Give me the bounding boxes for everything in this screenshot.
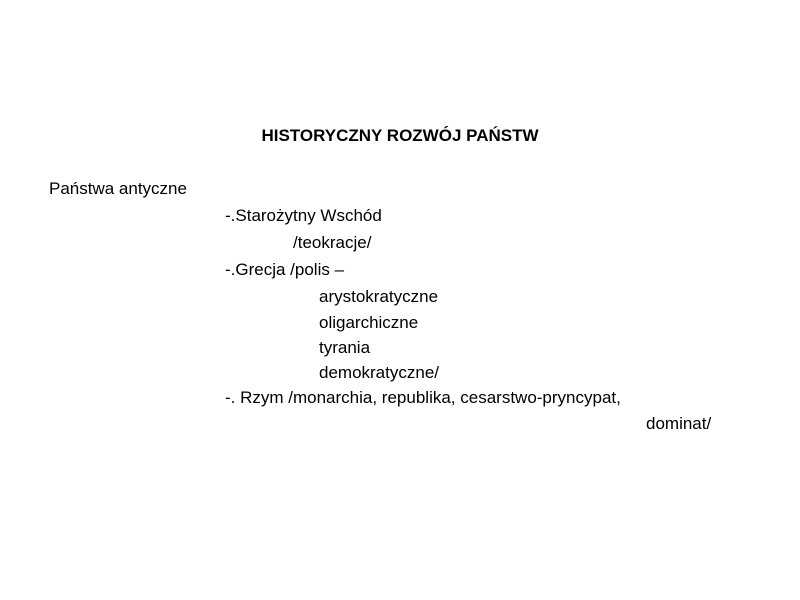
list-item-greece: -.Grecja /polis – bbox=[225, 260, 345, 279]
section-heading-ancient-states: Państwa antyczne bbox=[49, 179, 187, 198]
list-subitem-dominate: dominat/ bbox=[646, 414, 712, 433]
list-item-rome: -. Rzym /monarchia, republika, cesarstwo-pryncypat, bbox=[225, 388, 621, 407]
list-subitem-aristocratic: arystokratyczne bbox=[319, 287, 439, 306]
list-item-ancient-east: -.Starożytny Wschód bbox=[225, 206, 382, 225]
list-subitem-oligarchic: oligarchiczne bbox=[319, 313, 419, 332]
list-subitem-democratic: demokratyczne/ bbox=[319, 363, 439, 382]
list-subitem-tyranny: tyrania bbox=[319, 338, 371, 357]
list-subitem-theocracies: /teokracje/ bbox=[293, 233, 372, 252]
slide-title: HISTORYCZNY ROZWÓJ PAŃSTW bbox=[261, 126, 539, 145]
